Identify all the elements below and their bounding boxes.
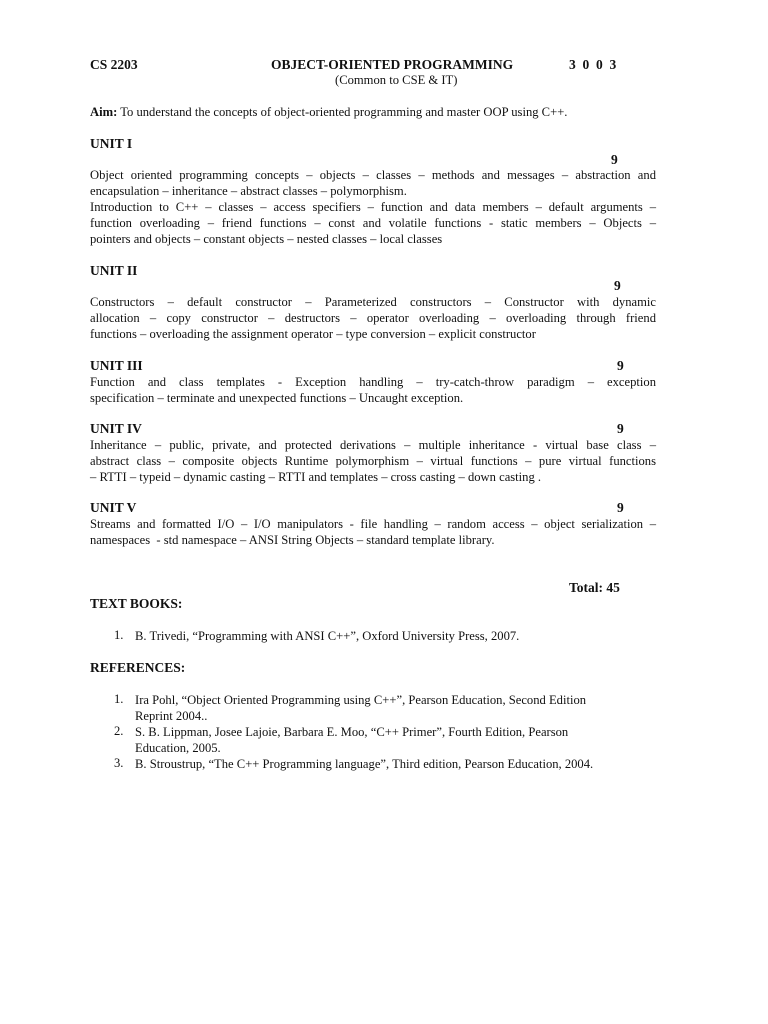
reference-number: 3. (114, 756, 124, 770)
unit-5-hours: 9 (617, 500, 624, 515)
course-code: CS 2203 (90, 57, 138, 72)
unit-2-line: Constructors – default constructor – Parameterized constructors – Constructor with dynamic (90, 295, 656, 309)
unit-2-hours: 9 (614, 278, 621, 293)
unit-1-line: Object oriented programming concepts – objects – classes – methods and messages – abstraction and (90, 168, 656, 182)
text-books-heading: TEXT BOOKS: (90, 596, 183, 611)
unit-5-line: Streams and formatted I/O – I/O manipulators - file handling – random access – object serialization – (90, 517, 656, 531)
unit-1-line: encapsulation – inheritance – abstract classes – polymorphism. (90, 184, 407, 198)
reference-entry: Reprint 2004.. (135, 709, 208, 723)
unit-1-hours: 9 (611, 152, 618, 167)
course-credits: 3 0 0 3 (569, 57, 617, 72)
unit-3-line: Function and class templates - Exception handling – try-catch-throw paradigm – exception (90, 375, 656, 389)
unit-5-line: namespaces - std namespace – ANSI String Objects – standard template library. (90, 533, 495, 547)
course-subtitle: (Common to CSE & IT) (335, 73, 458, 87)
unit-1-line: Introduction to C++ – classes – access specifiers – function and data members – default arguments – (90, 200, 656, 214)
aim-label: Aim: (90, 105, 118, 119)
aim-line (90, 104, 567, 120)
unit-2-line: functions – overloading the assignment operator – type conversion – explicit constructor (90, 327, 536, 341)
reference-entry: Education, 2005. (135, 741, 221, 755)
unit-5-title: UNIT V (90, 500, 137, 515)
reference-number: 1. (114, 692, 124, 706)
reference-entry: S. B. Lippman, Josee Lajoie, Barbara E. Moo, “C++ Primer”, Fourth Edition, Pearson (135, 725, 569, 739)
unit-1-line: function overloading – friend functions – const and volatile functions - static members – Objects – (90, 216, 656, 230)
aim-text: To understand the concepts of object-oriented programming and master OOP using C++. (120, 105, 568, 119)
unit-4-title: UNIT IV (90, 421, 142, 436)
total-hours: Total: 45 (569, 580, 620, 595)
unit-4-line: Inheritance – public, private, and protected derivations – multiple inheritance - virtual base class – (90, 438, 656, 452)
unit-2-line: allocation – copy constructor – destructors – operator overloading – overloading through friend (90, 311, 656, 325)
reference-entry: B. Stroustrup, “The C++ Programming language”, Third edition, Pearson Education, 2004. (135, 757, 594, 771)
unit-4-line: – RTTI – typeid – dynamic casting – RTTI and templates – cross casting – down casting . (90, 470, 542, 484)
unit-3-title: UNIT III (90, 358, 143, 373)
unit-2-title: UNIT II (90, 263, 138, 278)
text-book-number: 1. (114, 628, 124, 642)
unit-4-line: abstract class – composite objects Runtime polymorphism – virtual functions – pure virtual functions (90, 454, 656, 468)
unit-1-title: UNIT I (90, 136, 133, 151)
course-title: OBJECT-ORIENTED PROGRAMMING (271, 57, 514, 72)
reference-entry: Ira Pohl, “Object Oriented Programming using C++”, Pearson Education, Second Edition (135, 693, 587, 707)
unit-3-line: specification – terminate and unexpected functions – Uncaught exception. (90, 391, 464, 405)
references-heading: REFERENCES: (90, 660, 186, 675)
text-book-entry: B. Trivedi, “Programming with ANSI C++”, Oxford University Press, 2007. (135, 629, 520, 643)
reference-number: 2. (114, 724, 124, 738)
unit-4-hours: 9 (617, 421, 624, 436)
unit-1-line: pointers and objects – constant objects – nested classes – local classes (90, 232, 443, 246)
unit-3-hours: 9 (617, 358, 624, 373)
